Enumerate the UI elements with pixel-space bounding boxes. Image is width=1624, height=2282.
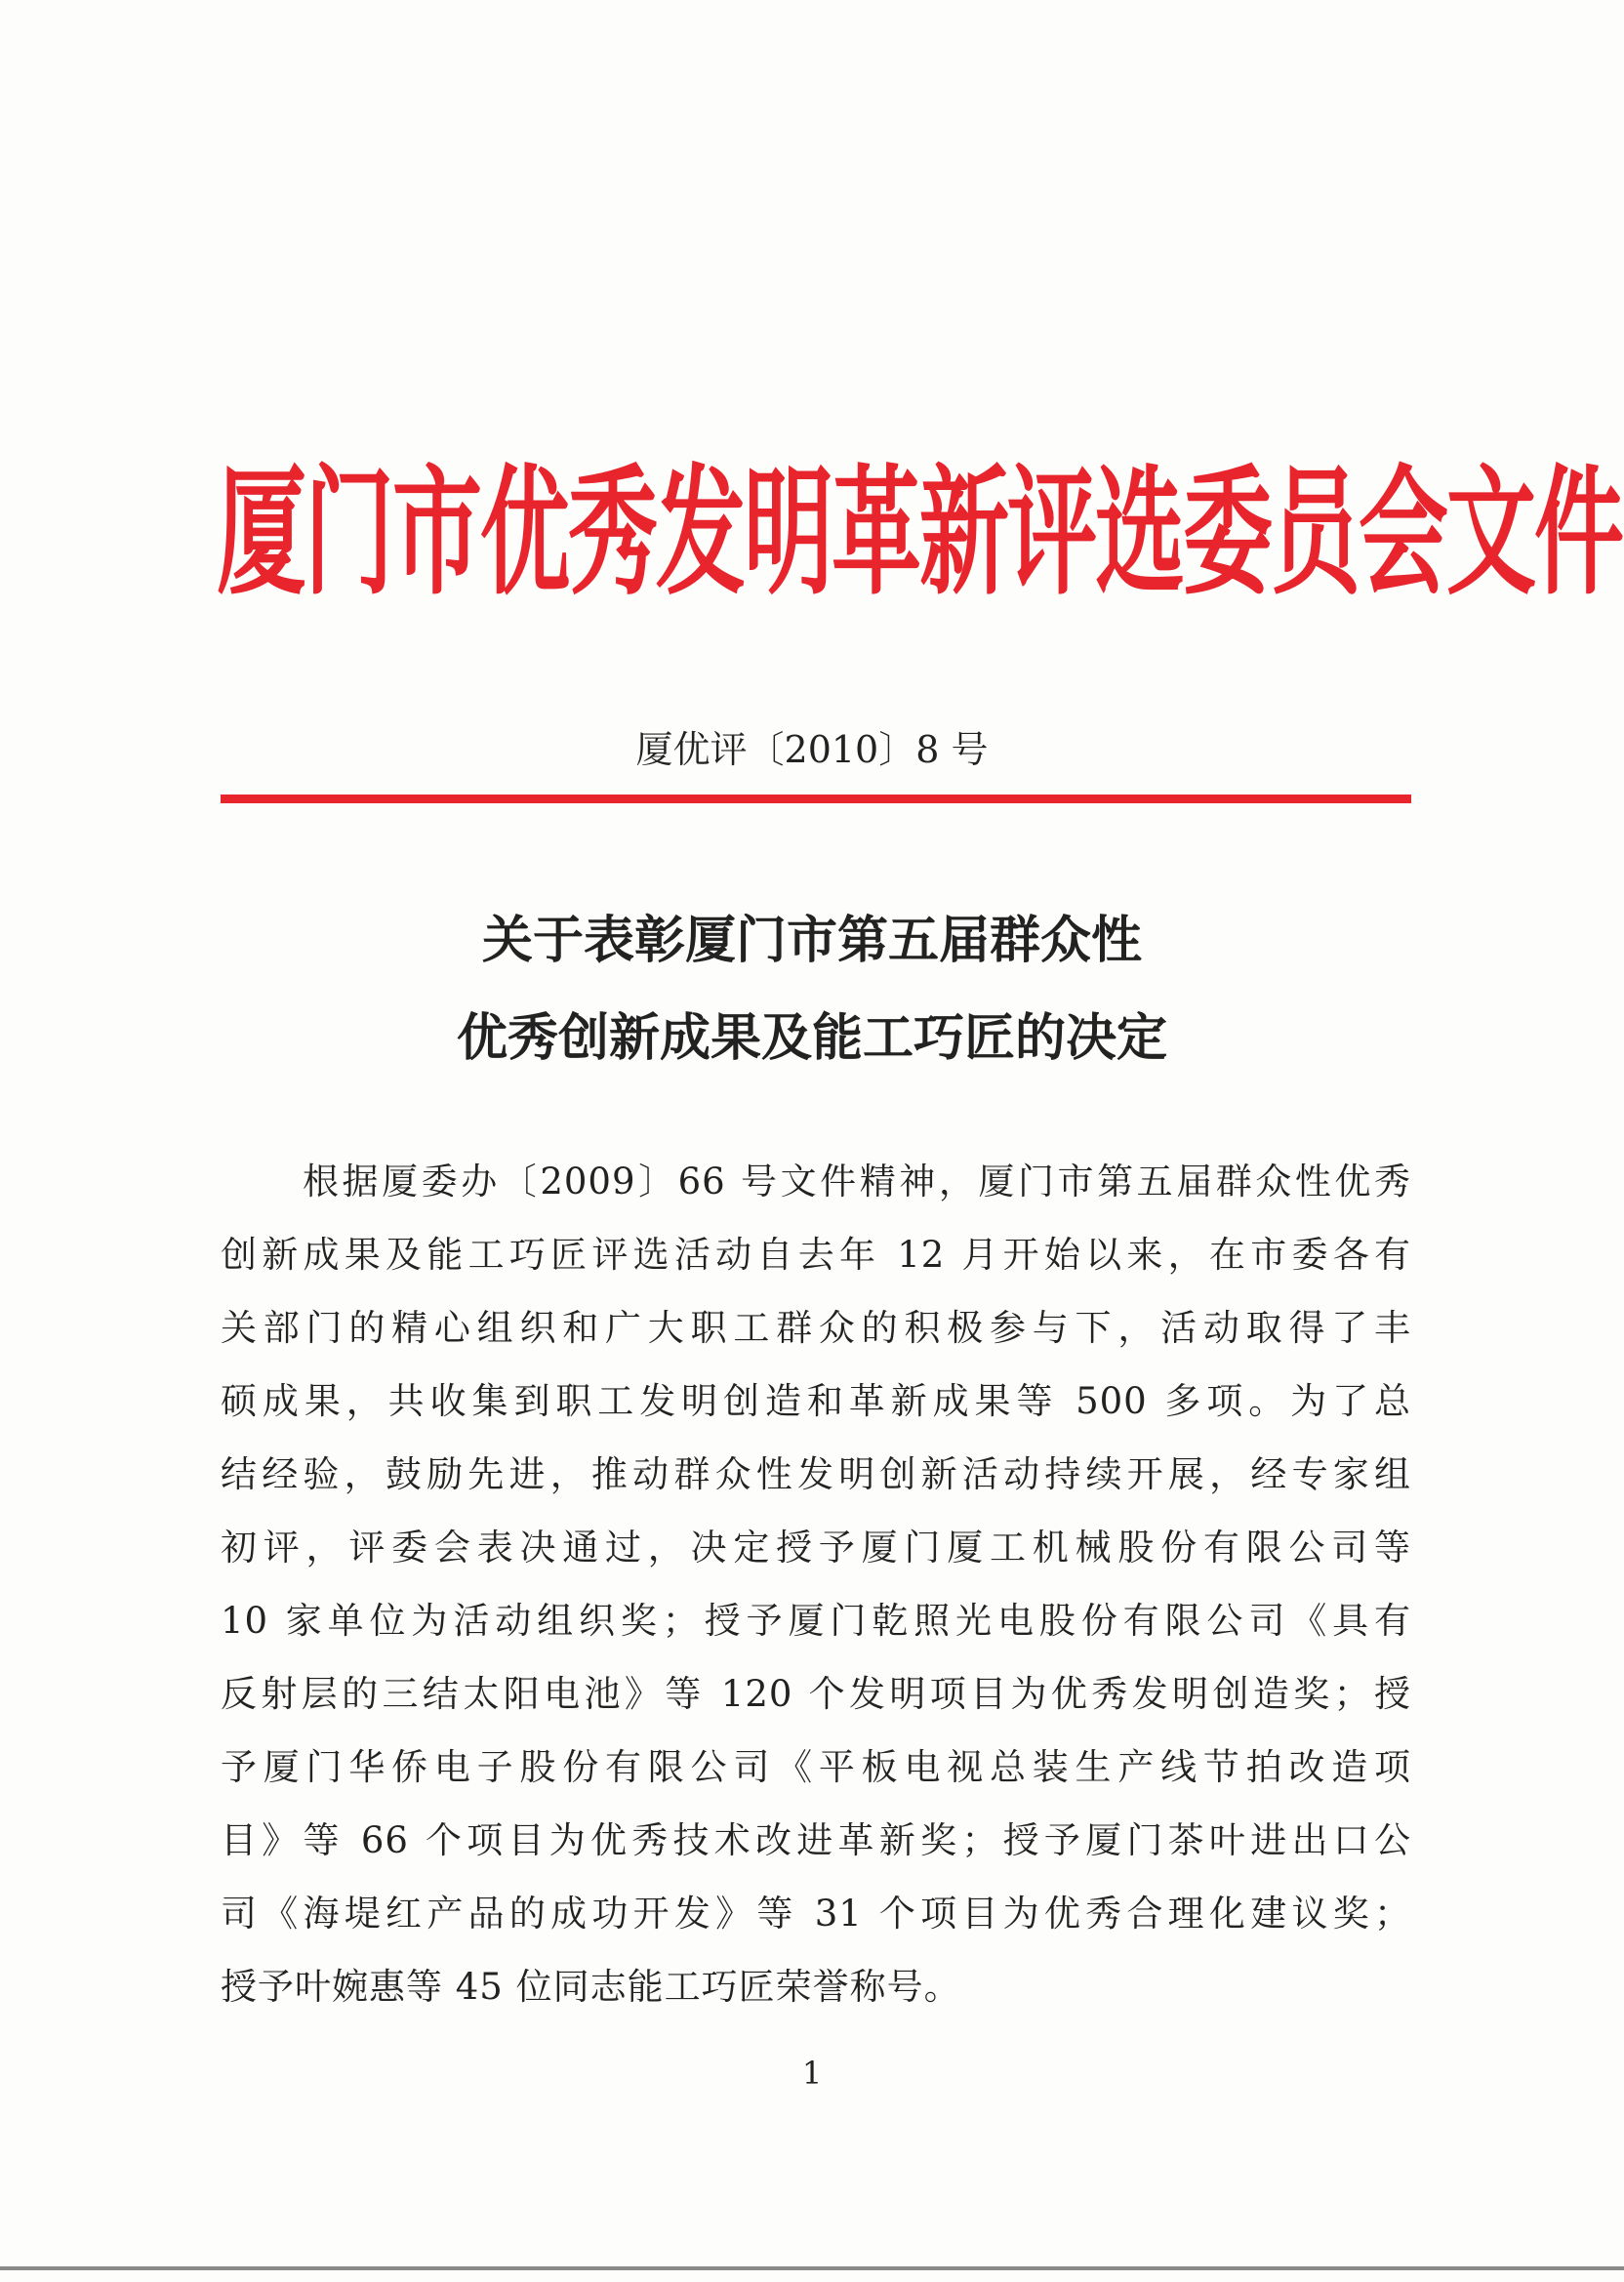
- document-number: 厦优评〔2010〕8 号: [635, 728, 989, 771]
- body-paragraph-line: 司《海堤红产品的成功开发》等 31 个项目为优秀合理化建议奖；: [221, 1893, 1411, 1935]
- document-title-line-1: 关于表彰厦门市第五届群众性: [481, 912, 1142, 970]
- red-divider-line: [221, 795, 1411, 803]
- issuing-authority-header: 厦门市优秀发明革新评选委员会文件: [217, 452, 1623, 615]
- body-paragraph-line: 结经验，鼓励先进，推动群众性发明创新活动持续开展，经专家组: [221, 1453, 1411, 1495]
- body-paragraph-line: 目》等 66 个项目为优秀技术改进革新奖；授予厦门茶叶进出口公: [221, 1819, 1411, 1861]
- body-paragraph-line: 予厦门华侨电子股份有限公司《平板电视总装生产线节拍改造项: [221, 1746, 1411, 1788]
- body-paragraph-line: 10 家单位为活动组织奖；授予厦门乾照光电股份有限公司《具有: [221, 1600, 1411, 1642]
- body-paragraph-line: 关部门的精心组织和广大职工群众的积极参与下，活动取得了丰: [221, 1307, 1411, 1349]
- body-paragraph-line: 反射层的三结太阳电池》等 120 个发明项目为优秀发明创造奖；授: [221, 1673, 1411, 1715]
- body-paragraph-line: 初评，评委会表决通过，决定授予厦门厦工机械股份有限公司等: [221, 1527, 1411, 1569]
- body-paragraph-line: 根据厦委办〔2009〕66 号文件精神，厦门市第五届群众性优秀: [303, 1161, 1411, 1202]
- scan-bottom-edge: [0, 2266, 1624, 2270]
- body-paragraph-line: 硕成果，共收集到职工发明创造和革新成果等 500 多项。为了总: [221, 1380, 1411, 1422]
- document-title-line-2: 优秀创新成果及能工巧匠的决定: [456, 1009, 1167, 1068]
- page-number: 1: [801, 2055, 823, 2092]
- body-paragraph-line: 授予叶婉惠等 45 位同志能工巧匠荣誉称号。: [221, 1966, 961, 2008]
- body-paragraph-line: 创新成果及能工巧匠评选活动自去年 12 月开始以来，在市委各有: [221, 1234, 1411, 1276]
